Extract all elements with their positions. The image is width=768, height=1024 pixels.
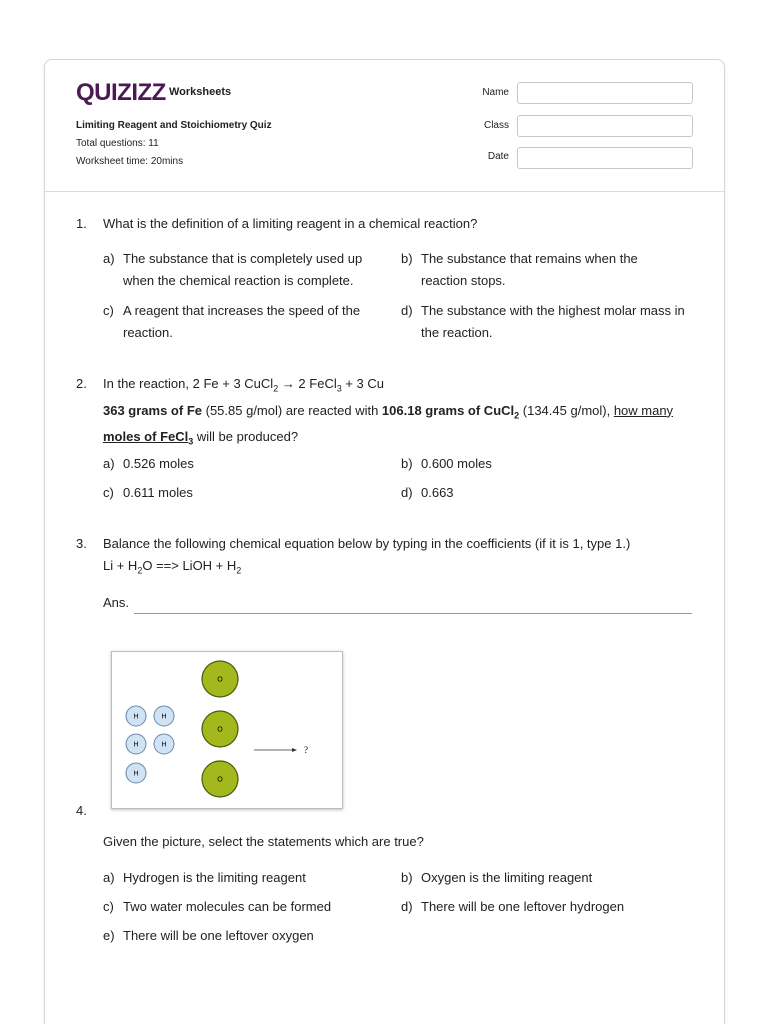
quiz-title: Limiting Reagent and Stoichiometry Quiz (76, 120, 272, 131)
molecule-diagram (112, 652, 344, 810)
arrow-head-icon (292, 748, 297, 752)
oxygen-label: O (217, 676, 223, 684)
hydrogen-label: H (133, 741, 139, 749)
answer-input-line[interactable] (134, 613, 692, 614)
question-text: Balance the following chemical equation below by typing in the coefficients (if it is 1, type 1.) $Li + H_2O$ ==> LiOH + $H_2$ (103, 536, 631, 576)
hydrogen-label: H (161, 741, 167, 749)
unknown-product-mark: ? (304, 745, 308, 755)
molecule-figure (111, 651, 343, 809)
question-number: 1. (76, 216, 87, 231)
question-text: What is the definition of a limiting reagent in a chemical reaction? (103, 216, 478, 231)
question-number: 3. (76, 536, 87, 551)
name-label: Name (482, 87, 509, 98)
total-questions: Total questions: 11 (76, 138, 159, 149)
question-number: 4. (76, 803, 87, 818)
worksheet-time: Worksheet time: 20mins (76, 156, 184, 167)
name-field[interactable] (517, 82, 693, 104)
class-field[interactable] (517, 115, 693, 137)
question-text: In the reaction, 2 Fe + 3 CuCl$_2$ → 2 FeCl$_3$ + 3 Cu 363 grams of Fe (55.85 g/mol) are reacted with 106.18 grams of CuCl$_2$ (134.45 g/mol), how many moles of FeCl$_3$ will be produced? (103, 376, 674, 447)
oxygen-label: O (217, 776, 223, 784)
logo-subtitle: Worksheets (169, 86, 232, 98)
hydrogen-atoms (126, 706, 174, 783)
oxygen-atoms (202, 661, 238, 797)
class-label: Class (483, 120, 509, 131)
question-3 (76, 533, 696, 579)
quizizz-logo: QUIZIZZ (76, 79, 166, 106)
question-text: Given the picture, select the statements which are true? (103, 834, 424, 849)
worksheet-header (45, 60, 724, 192)
oxygen-label: O (217, 726, 223, 734)
date-label: Date (487, 151, 509, 162)
answer-label: Ans. (103, 595, 130, 610)
worksheet-page: QUIZIZZ Worksheets Limiting Reagent and Stoichiometry Quiz Total questions: 11 Worksheet time: 20mins Name Class Date 1. What is the definition of a limiting reagent in a chemical reaction? a) The substance that is completely used up when the chemical reaction is complete. b) The substance that remains when the reaction stops. c) A reagent that increases the speed of the reaction. d) The substance with the highest molar mass in the reaction. 2. In the reaction, 2 Fe + 3 CuCl$_2$ → 2 FeCl$_3$ + 3 Cu 363 grams of Fe (55.85 g/mol) are reacted with 106.18 grams of CuCl$_2$ (134.45 g/mol), how many moles of FeCl$_3$ will be produced? a) 0.526 moles b) 0.600 moles c) 0.611 moles d) 0.663 3. Balance the following chemical equation below by typing in the coefficients (if it is 1, type 1.) $Li + H_2O$ ==> LiOH + $H_2$ Ans. H H H H H O O O ? 4. Given the picture, select the statements which are true? a) Hydrogen is the limiting reagent b) Oxygen is the limiting reagent c) Two water molecules can be formed d) There will be one leftover hydrogen e) There will be one leftover oxygen (44, 59, 725, 1024)
question-number: 2. (76, 376, 87, 391)
date-field[interactable] (517, 147, 693, 169)
hydrogen-label: H (133, 713, 139, 721)
hydrogen-label: H (161, 713, 167, 721)
question-2 (76, 373, 696, 447)
hydrogen-label: H (133, 770, 139, 778)
